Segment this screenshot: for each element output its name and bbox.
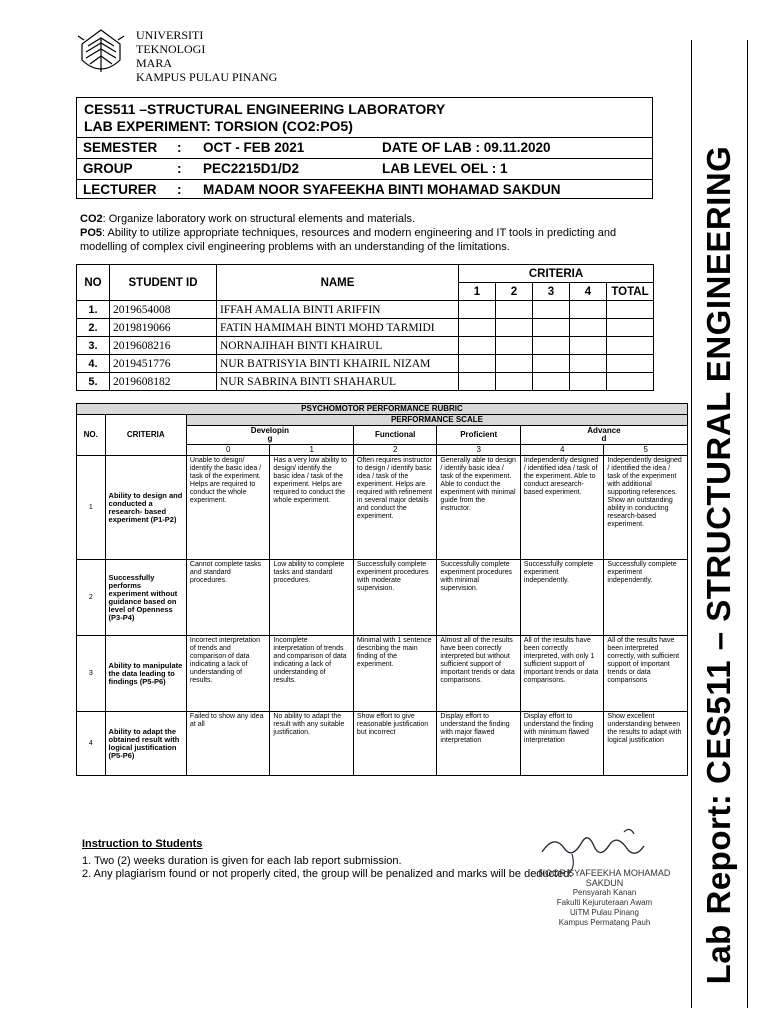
students-header-row <box>77 265 654 283</box>
score-cell <box>459 301 496 319</box>
score-5: 5 <box>604 445 688 456</box>
rubric-header-row <box>77 415 688 426</box>
rubric-descriptor: Almost all of the results have been correctly interpreted but without sufficient support of important trends or data comparisons. <box>437 636 521 712</box>
colon: : <box>177 140 182 155</box>
lab-header-box <box>76 97 653 199</box>
header-student-id: STUDENT ID <box>110 265 217 301</box>
colon: : <box>177 161 182 176</box>
rubric-row-number: 3 <box>77 636 106 712</box>
student-id: 2019451776 <box>110 355 217 373</box>
uni-line: UNIVERSITI <box>136 28 204 42</box>
row-number: 2. <box>77 319 110 337</box>
uni-line: KAMPUS PULAU PINANG <box>136 70 278 84</box>
score-cell <box>496 319 533 337</box>
rubric-descriptor: Often requires instructor to design / identify basic idea / task of the experiment. Helps are required with refinement in several major details and conduct the experiment. <box>353 456 437 560</box>
co2-label: CO2 <box>80 213 103 225</box>
rubric-row-number: 2 <box>77 560 106 636</box>
lab-date: DATE OF LAB : 09.11.2020 <box>382 140 551 155</box>
score-cell <box>570 373 607 391</box>
rubric-descriptor: All of the results have been interpreted correctly, with sufficient support of important trends or data comparisons <box>604 636 688 712</box>
student-name: IFFAH AMALIA BINTI ARIFFIN <box>217 301 459 319</box>
student-name: NUR BATRISYIA BINTI KHAIRIL NIZAM <box>217 355 459 373</box>
lab-title <box>84 101 445 135</box>
uitm-logo <box>74 26 128 80</box>
score-cell <box>570 355 607 373</box>
score-cell <box>533 355 570 373</box>
table-row <box>77 355 654 373</box>
experiment-title: LAB EXPERIMENT: TORSION (CO2:PO5) <box>84 118 353 134</box>
po5-label: PO5 <box>80 227 103 239</box>
table-row <box>77 301 654 319</box>
rubric-row <box>77 636 688 712</box>
side-divider-right <box>747 40 748 1008</box>
stamp-line: Kampus Permatang Pauh <box>558 918 651 927</box>
rubric-row <box>77 560 688 636</box>
student-name: NORNAJIHAH BINTI KHAIRUL <box>217 337 459 355</box>
header-criteria-3: 3 <box>533 283 570 301</box>
table-row <box>77 319 654 337</box>
lecturer-stamp <box>537 868 672 928</box>
score-4: 4 <box>520 445 604 456</box>
score-cell <box>496 355 533 373</box>
students-table <box>76 264 654 391</box>
colon: : <box>177 182 182 197</box>
rubric-criteria: Ability to design and conducted a research- based experiment (P1-P2) <box>105 456 186 560</box>
score-3: 3 <box>437 445 521 456</box>
rubric-descriptor: Failed to show any idea at all <box>186 712 270 776</box>
group-value: PEC2215D1/D2 <box>203 161 300 176</box>
score-cell <box>533 301 570 319</box>
group-label: GROUP <box>83 161 133 176</box>
rubric-no-header: NO. <box>77 415 106 456</box>
row-number: 4. <box>77 355 110 373</box>
score-cell <box>533 373 570 391</box>
header-name: NAME <box>217 265 459 301</box>
score-cell <box>459 337 496 355</box>
score-cell <box>459 373 496 391</box>
rubric-row <box>77 712 688 776</box>
table-row <box>77 373 654 391</box>
score-cell <box>496 373 533 391</box>
rubric-descriptor: Incomplete interpretation of trends and comparison of data indicating a lack of understanding of results. <box>270 636 354 712</box>
header-no: NO <box>77 265 110 301</box>
university-name <box>136 28 277 84</box>
score-cell <box>570 319 607 337</box>
stamp-line: Pensyarah Kanan <box>572 888 637 897</box>
row-number: 1. <box>77 301 110 319</box>
po5-text: : Ability to utilize appropriate techniques, resources and modern engineering and IT tools in predicting and modelling of complex civil engineering problems with an understanding of the limitations. <box>80 227 617 253</box>
stamp-name: NOOR SYAFEEKHA MOHAMAD SAKDUN <box>538 868 671 888</box>
rubric-row-number: 1 <box>77 456 106 560</box>
rubric-descriptor: Incorrect interpretation of trends and comparison of data indicating a lack of understanding of results. <box>186 636 270 712</box>
lab-level: LAB LEVEL OEL : 1 <box>382 161 508 176</box>
uni-line: MARA <box>136 56 173 70</box>
level-functional: Functional <box>353 426 437 445</box>
semester-row <box>77 137 652 159</box>
performance-scale-header: PERFORMANCE SCALE <box>186 415 687 426</box>
side-divider-left <box>691 40 692 1008</box>
header-criteria-2: 2 <box>496 283 533 301</box>
lecturer-label: LECTURER <box>83 182 157 197</box>
score-1: 1 <box>270 445 354 456</box>
total-cell <box>607 355 654 373</box>
rubric-descriptor: Successfully complete experiment independently. <box>604 560 688 636</box>
rubric-descriptor: No ability to adapt the result with any suitable justification. <box>270 712 354 776</box>
level-developing: Developin g <box>186 426 353 445</box>
total-cell <box>607 319 654 337</box>
rubric-descriptor: Unable to design/ identify the basic idea / task of the experiment. Helps are required to conduct the whole experiment. <box>186 456 270 560</box>
score-2: 2 <box>353 445 437 456</box>
level-advanced: Advance d <box>520 426 687 445</box>
psychomotor-rubric-table <box>76 403 688 776</box>
score-cell <box>496 301 533 319</box>
rubric-row <box>77 456 688 560</box>
student-name: FATIN HAMIMAH BINTI MOHD TARMIDI <box>217 319 459 337</box>
rubric-criteria: Ability to adapt the obtained result with logical justification (P5-P6) <box>105 712 186 776</box>
header-criteria: CRITERIA <box>459 265 654 283</box>
rubric-descriptor: Successfully complete experiment independently. <box>520 560 604 636</box>
score-cell <box>533 319 570 337</box>
rubric-descriptor: Minimal with 1 sentence describing the main finding of the experiment. <box>353 636 437 712</box>
semester-value: OCT - FEB 2021 <box>203 140 305 155</box>
rubric-descriptor: Show effort to give reasonable justification but incorrect <box>353 712 437 776</box>
total-cell <box>607 337 654 355</box>
rubric-title: PSYCHOMOTOR PERFORMANCE RUBRIC <box>77 404 688 415</box>
rubric-descriptor: Display effort to understand the finding with minimum flawed interpretation <box>520 712 604 776</box>
instructions <box>82 838 572 881</box>
uni-line: TEKNOLOGI <box>136 42 206 56</box>
score-cell <box>459 319 496 337</box>
rubric-title-row <box>77 404 688 415</box>
rubric-descriptor: Successfully complete experiment procedures with minimal supervision. <box>437 560 521 636</box>
student-name: NUR SABRINA BINTI SHAHARUL <box>217 373 459 391</box>
total-cell <box>607 373 654 391</box>
rubric-descriptor: All of the results have been correctly interpreted, with only 1 sufficient support of important trends or data comparisons. <box>520 636 604 712</box>
side-report-title: Lab Report: CES511 – STRUCTURAL ENGINEERING <box>700 145 737 985</box>
rubric-descriptor: Independently designed / identified the idea / task of the experiment with additional supporting references. Show an outstanding ability in conducting research-based experiment. <box>604 456 688 560</box>
rubric-descriptor: Cannot complete tasks and standard procedures. <box>186 560 270 636</box>
course-title: CES511 –STRUCTURAL ENGINEERING LABORATORY <box>84 101 446 117</box>
row-number: 5. <box>77 373 110 391</box>
header-criteria-4: 4 <box>570 283 607 301</box>
score-cell <box>459 355 496 373</box>
instruction-item: 1. Two (2) weeks duration is given for each lab report submission. <box>82 855 402 867</box>
score-cell <box>570 301 607 319</box>
co2-text: : Organize laboratory work on structural elements and materials. <box>102 213 416 225</box>
rubric-descriptor: Show excellent understanding between the results to adapt with logical justification <box>604 712 688 776</box>
rubric-row-number: 4 <box>77 712 106 776</box>
stamp-line: UiTM Pulau Pinang <box>570 908 639 917</box>
rubric-descriptor: Successfully complete experiment procedures with moderate supervision. <box>353 560 437 636</box>
course-outcomes <box>80 212 650 254</box>
rubric-descriptor: Display effort to understand the finding with major flawed interpretation <box>437 712 521 776</box>
semester-label: SEMESTER <box>83 140 158 155</box>
student-id: 2019608216 <box>110 337 217 355</box>
instructions-heading: Instruction to Students <box>82 838 203 850</box>
lecturer-row <box>77 179 652 201</box>
co2-line <box>80 212 650 226</box>
group-row <box>77 158 652 180</box>
rubric-criteria: Successfully performs experiment without guidance based on level of Openness (P3-P4) <box>105 560 186 636</box>
rubric-descriptor: Generally able to design / identify basic idea / task of the experiment. Able to conduct the experiment with minimal guide from the instructor. <box>437 456 521 560</box>
header-criteria-1: 1 <box>459 283 496 301</box>
rubric-descriptor: Has a very low ability to design/ identify the basic idea / task of the experiment. Helps are required to conduct the whole experiment. <box>270 456 354 560</box>
rubric-criteria: Ability to manipulate the data leading to findings (P5-P6) <box>105 636 186 712</box>
score-cell <box>570 337 607 355</box>
table-row <box>77 337 654 355</box>
rubric-criteria-header: CRITERIA <box>105 415 186 456</box>
score-cell <box>533 337 570 355</box>
score-0: 0 <box>186 445 270 456</box>
stamp-line: Fakulti Kejuruteraan Awam <box>556 898 653 907</box>
header-total: TOTAL <box>607 283 654 301</box>
total-cell <box>607 301 654 319</box>
instruction-item: 2. Any plagiarism found or not properly cited, the group will be penalized and marks will be deducted. <box>82 868 573 880</box>
rubric-descriptor: Low ability to complete tasks and standard procedures. <box>270 560 354 636</box>
po5-line <box>80 226 650 254</box>
level-proficient: Proficient <box>437 426 521 445</box>
student-id: 2019608182 <box>110 373 217 391</box>
row-number: 3. <box>77 337 110 355</box>
score-cell <box>496 337 533 355</box>
student-id: 2019819066 <box>110 319 217 337</box>
student-id: 2019654008 <box>110 301 217 319</box>
rubric-descriptor: Independently designed / identified idea / task of the experiment. Able to conduct aresearch-based experiment. <box>520 456 604 560</box>
lecturer-value: MADAM NOOR SYAFEEKHA BINTI MOHAMAD SAKDUN <box>203 182 561 197</box>
